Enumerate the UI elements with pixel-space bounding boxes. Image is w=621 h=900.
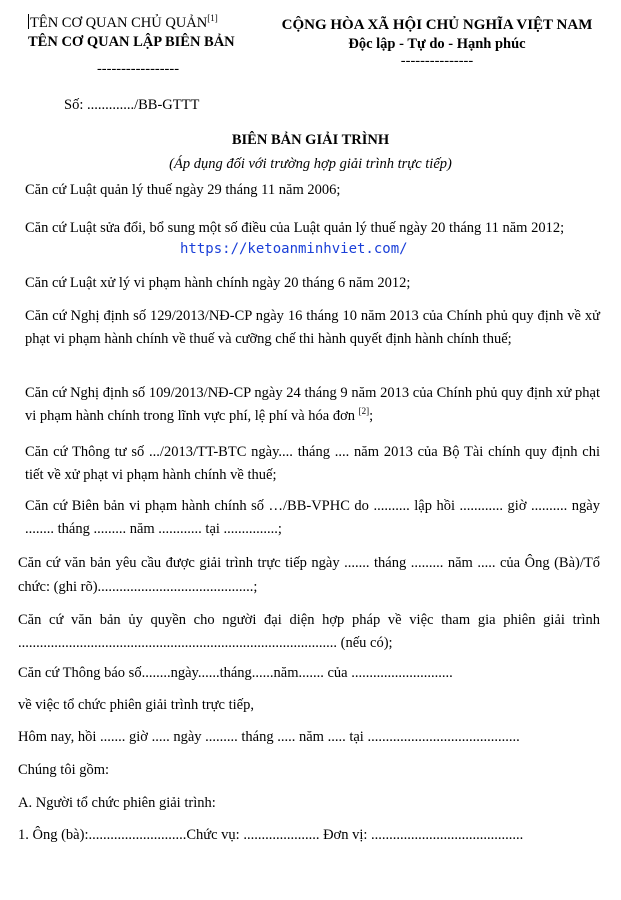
paragraph-law-admin-violation: Căn cứ Luật xử lý vi phạm hành chính ngày 20 tháng 6 năm 2012; xyxy=(25,275,411,291)
paragraph-session-purpose: về việc tổ chức phiên giải trình trực tiếp, xyxy=(18,697,254,713)
paragraph-decree-129: Căn cứ Nghị định số 129/2013/NĐ-CP ngày 16 tháng 10 năm 2013 của Chính phủ quy định về xử phạt vi phạm hành chính về thuế và cưỡng chế thi hành quyết định hành chính thuế; xyxy=(25,308,600,347)
footnote-ref-1[interactable]: [1] xyxy=(207,13,218,24)
decree-109-end: ; xyxy=(369,407,374,424)
agency-superior xyxy=(28,14,218,33)
motto: Độc lập - Tự do - Hạnh phúc xyxy=(348,36,526,52)
document-title: BIÊN BẢN GIẢI TRÌNH xyxy=(231,132,390,148)
website-link[interactable]: https://ketoanminhviet.com/ xyxy=(180,241,408,257)
agency-divider: ----------------- xyxy=(96,61,180,77)
paragraph-request-document: Căn cứ văn bản yêu cầu được giải trình trực tiếp ngày ....... tháng ......... năm ..... của Ông (Bà)/Tổ chức: (ghi rõ)...........................................; xyxy=(18,555,600,595)
paragraph-participants: Chúng tôi gồm: xyxy=(18,762,110,778)
paragraph-notice: Căn cứ Thông báo số........ngày......tháng......năm....... của ............................ xyxy=(18,665,453,681)
footnote-ref-2[interactable]: [2] xyxy=(358,405,370,416)
paragraph-authorization: Căn cứ văn bản ủy quyền cho người đại diện hợp pháp về việc tham gia phiên giải trình ........................................................................................ (nếu có); xyxy=(18,612,600,651)
document-number: Số: ............./BB-GTTT xyxy=(64,97,200,113)
participant-line-1: 1. Ông (bà):...........................Chức vụ: ..................... Đơn vị: .......................................... xyxy=(18,827,524,843)
document-subtitle: (Áp dụng đối với trường hợp giải trình trực tiếp) xyxy=(169,156,452,172)
motto-divider: --------------- xyxy=(400,53,474,69)
decree-109-text: Căn cứ Nghị định số 109/2013/NĐ-CP ngày 24 tháng 9 năm 2013 của Chính phủ quy định xử phạt vi phạm hành chính trong lĩnh vực phí, lệ phí và hóa đơn xyxy=(25,385,600,424)
paragraph-circular: Căn cứ Thông tư số .../2013/TT-BTC ngày.... tháng .... năm 2013 của Bộ Tài chính quy định chi tiết về xử phạt vi phạm hành chính về thuế; xyxy=(25,444,600,483)
agency-superior-text: TÊN CƠ QUAN CHỦ QUẢN xyxy=(30,15,208,31)
section-a-heading: A. Người tổ chức phiên giải trình: xyxy=(18,795,216,811)
paragraph-law-amend: Căn cứ Luật sửa đổi, bổ sung một số điều của Luật quản lý thuế ngày 20 tháng 11 năm 2012; xyxy=(25,220,565,236)
paragraph-decree-109 xyxy=(25,382,600,427)
agency-issuing: TÊN CƠ QUAN LẬP BIÊN BẢN xyxy=(28,34,235,50)
paragraph-today: Hôm nay, hồi ....... giờ ..... ngày ......... tháng ..... năm ..... tại .......................................... xyxy=(18,729,520,745)
paragraph-violation-record: Căn cứ Biên bản vi phạm hành chính số …/BB-VPHC do .......... lập hồi ............ giờ .......... ngày ........ tháng ......... năm ............ tại ...............; xyxy=(25,498,600,537)
text-cursor xyxy=(28,14,29,29)
country-name: CỘNG HÒA XÃ HỘI CHỦ NGHĨA VIỆT NAM xyxy=(281,17,593,33)
paragraph-law-tax-admin: Căn cứ Luật quản lý thuế ngày 29 tháng 11 năm 2006; xyxy=(25,182,341,198)
